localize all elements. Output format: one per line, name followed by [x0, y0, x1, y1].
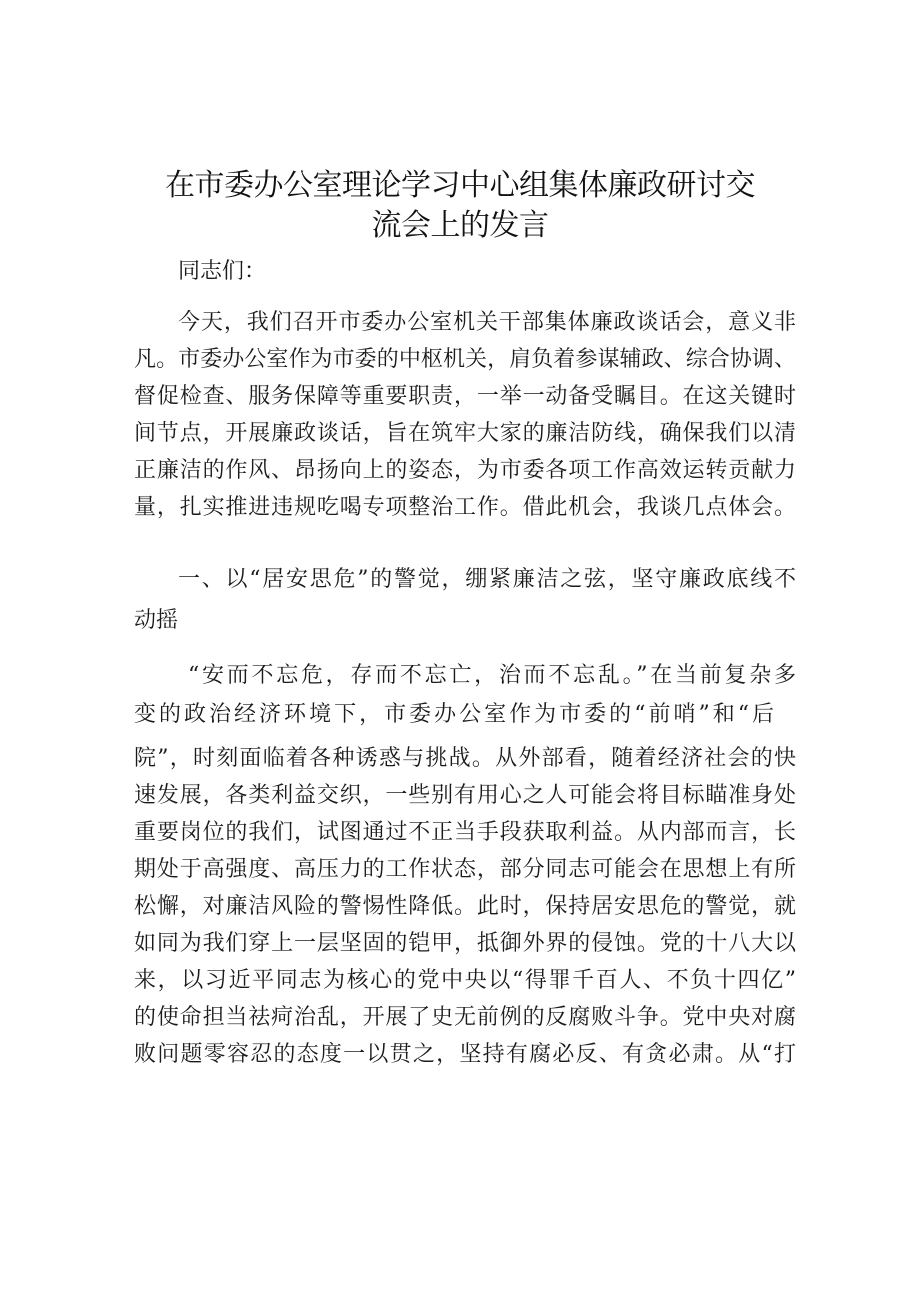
- paragraph-2-line: 败问题零容忍的态度一以贯之，坚持有腐必反、有贪必肃。从“打: [134, 1042, 796, 1067]
- section-heading-1-line: 一、以“居安思危”的警觉，绷紧廉洁之弦，坚守廉政底线不: [178, 567, 796, 592]
- document-title-line-2: 流会上的发言: [371, 208, 549, 243]
- paragraph-1-line: 凡。市委办公室作为市委的中枢机关，肩负着参谋辅政、综合协调、: [134, 347, 796, 372]
- paragraph-2-line: 期处于高强度、高压力的工作状态，部分同志可能会在思想上有所: [134, 857, 796, 882]
- paragraph-1-line: 量，扎实推进违规吃喝专项整治工作。借此机会，我谈几点体会。: [134, 495, 796, 520]
- document-title-line-1: 在市委办公室理论学习中心组集体廉政研讨交: [165, 168, 755, 203]
- paragraph-2-line: 速发展，各类利益交织，一些别有用心之人可能会将目标瞄准身处: [134, 783, 796, 808]
- paragraph-1-line: 今天，我们召开市委办公室机关干部集体廉政谈话会，意义非: [178, 310, 796, 335]
- paragraph-2-line: 重要岗位的我们，试图通过不正当手段获取利益。从内部而言，长: [134, 820, 796, 845]
- paragraph-2-line: 如同为我们穿上一层坚固的铠甲，抵御外界的侵蚀。党的十八大以: [134, 931, 796, 956]
- paragraph-1-line: 正廉洁的作风、昂扬向上的姿态，为市委各项工作高效运转贡献力: [134, 458, 796, 483]
- paragraph-2-line: 院”，时刻面临着各种诱惑与挑战。从外部看，随着经济社会的快: [134, 746, 796, 771]
- paragraph-2-line: 来，以习近平同志为核心的党中央以“得罪千百人、不负十四亿”: [134, 968, 796, 993]
- paragraph-2-line: 松懈，对廉洁风险的警惕性降低。此时，保持居安思危的警觉，就: [134, 894, 796, 919]
- paragraph-2-line: 变的政治经济环境下，市委办公室作为市委的“前哨”和“后: [134, 702, 774, 727]
- paragraph-1-line: 督促检查、服务保障等重要职责，一举一动备受瞩目。在这关键时: [134, 384, 796, 409]
- paragraph-2-line: “安而不忘危，存而不忘亡，治而不忘乱。”在当前复杂多: [188, 663, 796, 688]
- salutation: 同志们：: [178, 259, 267, 284]
- section-heading-1-line: 动摇: [134, 608, 179, 633]
- paragraph-1-line: 间节点，开展廉政谈话，旨在筑牢大家的廉洁防线，确保我们以清: [134, 421, 796, 446]
- paragraph-2-line: 的使命担当祛疴治乱，开展了史无前例的反腐败斗争。党中央对腐: [134, 1005, 796, 1030]
